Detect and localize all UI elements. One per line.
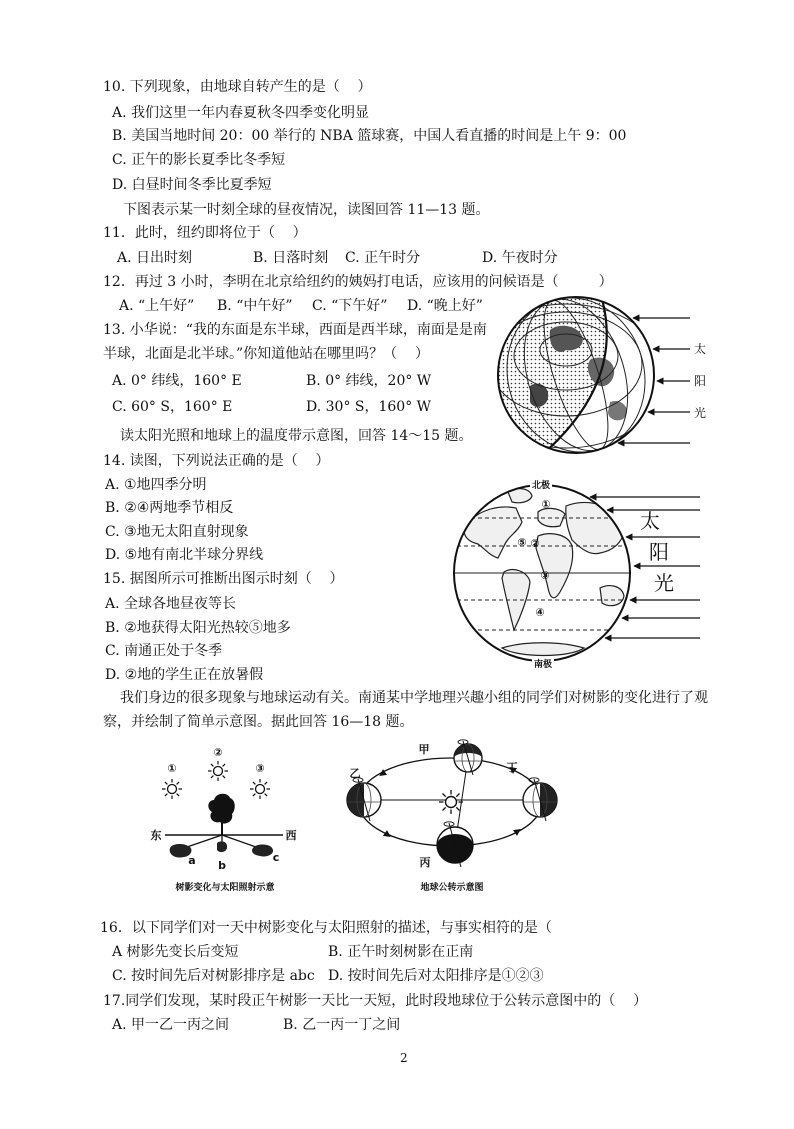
q17-option-b: B. 乙一丙一丁之间 xyxy=(283,1017,401,1033)
point-4-label: ④ xyxy=(535,606,545,619)
sunlight-label-guang: 光 xyxy=(694,406,707,420)
east-label: 东 xyxy=(150,829,162,842)
earth-orbit-caption: 地球公转示意图 xyxy=(420,883,484,893)
sunlight-label-guang: 光 xyxy=(654,571,674,595)
intro-11-13: 下图表示某一时刻全球的昼夜情况，读图回答 11—13 题。 xyxy=(123,202,490,218)
q13-stem-line-2: 半球，北面是北半球。”你知道他站在哪里吗？（ ） xyxy=(103,346,429,362)
north-pole-label: 北极 xyxy=(531,481,551,491)
q13-option-b: B. 0° 纬线，20° W xyxy=(306,373,432,389)
q12-option-b: B. “中午好” xyxy=(217,298,293,314)
sunlight-label-yang: 阳 xyxy=(694,374,707,388)
q10-stem: 10. 下列现象，由地球自转产生的是（ ） xyxy=(103,79,372,95)
shadow-line-c xyxy=(222,835,256,847)
west-label: 西 xyxy=(285,829,297,842)
q15-option-d: D. ②地的学生正在放暑假 xyxy=(105,667,264,683)
position-ding-label: 丁 xyxy=(506,761,518,774)
sun-3-label: ③ xyxy=(255,762,265,775)
point-3-label: ③ xyxy=(540,569,550,582)
position-bing-label: 丙 xyxy=(419,856,431,869)
q11-option-c: C. 正午时分 xyxy=(345,250,421,266)
q11-option-d: D. 午夜时分 xyxy=(482,250,558,266)
q17-option-a: A. 甲一乙一丙之间 xyxy=(112,1017,230,1033)
temperature-zone-world-map-figure xyxy=(450,478,712,674)
q16-option-c: C. 按时间先后对树影排序是 abc xyxy=(112,968,315,984)
q13-option-c: C. 60° S，160° E xyxy=(112,399,233,415)
q12-option-d: D. “晚上好” xyxy=(407,298,483,314)
q11-option-a: A. 日出时刻 xyxy=(117,250,193,266)
q10-option-b: B. 美国当地时间 20：00 举行的 NBA 篮球赛，中国人看直播的时间是上午 9：00 xyxy=(112,128,627,144)
earth-position-ding xyxy=(523,778,557,821)
q15-option-a: A. 全球各地昼夜等长 xyxy=(105,596,237,612)
earth-orbit-figure xyxy=(335,735,563,895)
shadow-c-blob xyxy=(252,844,273,856)
tree-crown xyxy=(208,794,234,824)
sun-2-icon xyxy=(208,761,228,781)
q16-option-b: B. 正午时刻树影在正南 xyxy=(328,944,474,960)
q15-stem: 15. 据图所示可推断出图示时刻（ ） xyxy=(103,571,344,587)
q10-option-c: C. 正午的影长夏季比冬季短 xyxy=(112,152,286,168)
intro-16-18-line-2: 察，并绘制了简单示意图。据此回答 16—18 题。 xyxy=(103,714,414,730)
tree-shadow-figure xyxy=(140,740,312,895)
q14-option-c: C. ③地无太阳直射现象 xyxy=(105,524,249,540)
orbit-arrow xyxy=(383,830,393,840)
sun-2-label: ② xyxy=(213,746,223,759)
position-yi-label: 乙 xyxy=(349,767,361,780)
q17-stem: 17.同学们发现，某时段正午树影一天比一天短，此时段地球位于公转示意图中的（ ） xyxy=(103,993,648,1009)
point-2-label: ② xyxy=(530,537,540,550)
sunlight-label-yang: 阳 xyxy=(649,540,669,564)
earth-position-yi xyxy=(347,778,381,821)
q15-option-c: C. 南通正处于冬季 xyxy=(105,643,223,659)
q14-option-a: A. ①地四季分明 xyxy=(105,477,207,493)
page-number: 2 xyxy=(400,1051,408,1065)
sun-1-label: ① xyxy=(167,762,177,775)
shadow-a-label: a xyxy=(188,854,196,867)
q11-stem: 11．此时，纽约即将位于（ ） xyxy=(103,225,307,241)
q12-stem: 12．再过 3 小时，李明在北京给纽约的姨妈打电话，应该用的问候语是（ ） xyxy=(103,274,613,290)
shadow-c-label: c xyxy=(272,851,280,864)
q13-option-a: A. 0° 纬线，160° E xyxy=(112,373,242,389)
sun-1-icon xyxy=(162,779,182,799)
point-5-label: ⑤ xyxy=(517,536,527,549)
orbit-arrow xyxy=(513,826,523,836)
sun-icon xyxy=(439,790,463,814)
shadow-line-a xyxy=(187,835,222,847)
globe-day-night-figure xyxy=(490,290,710,462)
q11-option-b: B. 日落时刻 xyxy=(253,250,329,266)
earth-position-bing xyxy=(437,822,473,867)
q13-stem-line-1: 13. 小华说：“我的东面是东半球，西面是西半球，南面是是南 xyxy=(103,322,487,338)
q10-option-d: D. 白昼时间冬季比夏季短 xyxy=(112,177,272,193)
south-pole-label: 南极 xyxy=(533,660,553,670)
q12-option-c: C. “下午好” xyxy=(312,298,388,314)
tree-shadow-caption: 树影变化与太阳照射示意 xyxy=(175,883,275,893)
point-1-label: ① xyxy=(541,498,551,511)
q13-option-d: D. 30° S，160° W xyxy=(306,399,432,415)
shadow-b-blob xyxy=(217,841,227,852)
shadow-b-label: b xyxy=(218,859,226,872)
sunlight-label-tai: 太 xyxy=(694,342,707,356)
q16-option-d: D. 按时间先后对太阳排序是①②③ xyxy=(328,968,544,984)
q15-option-b: B. ②地获得太阳光热较⑤地多 xyxy=(105,620,291,636)
earth-position-jia xyxy=(454,740,482,775)
sunlight-label-tai: 太 xyxy=(640,509,660,533)
position-jia-label: 甲 xyxy=(418,743,430,756)
q16-option-a: A 树影先变长后变短 xyxy=(112,944,239,960)
intro-16-18-line-1: 我们身边的很多现象与地球运动有关。南通某中学地理兴趣小组的同学们对树影的变化进行了观 xyxy=(120,690,708,706)
sun-3-icon xyxy=(250,779,270,799)
q14-option-b: B. ②④两地季节相反 xyxy=(105,500,234,516)
q12-option-a: A. “上午好” xyxy=(119,298,195,314)
australia-shape xyxy=(600,586,624,606)
q14-stem: 14. 读图，下列说法正确的是（ ） xyxy=(103,453,330,469)
q14-option-d: D. ⑤地有南北半球分界线 xyxy=(105,547,264,563)
q16-stem: 16．以下同学们对一天中树影变化与太阳照射的描述，与事实相符的是（ xyxy=(100,920,552,936)
intro-14-15: 读太阳光照和地球上的温度带示意图，回答 14～15 题。 xyxy=(120,428,473,444)
q10-option-a: A. 我们这里一年内春夏秋冬四季变化明显 xyxy=(112,105,370,121)
